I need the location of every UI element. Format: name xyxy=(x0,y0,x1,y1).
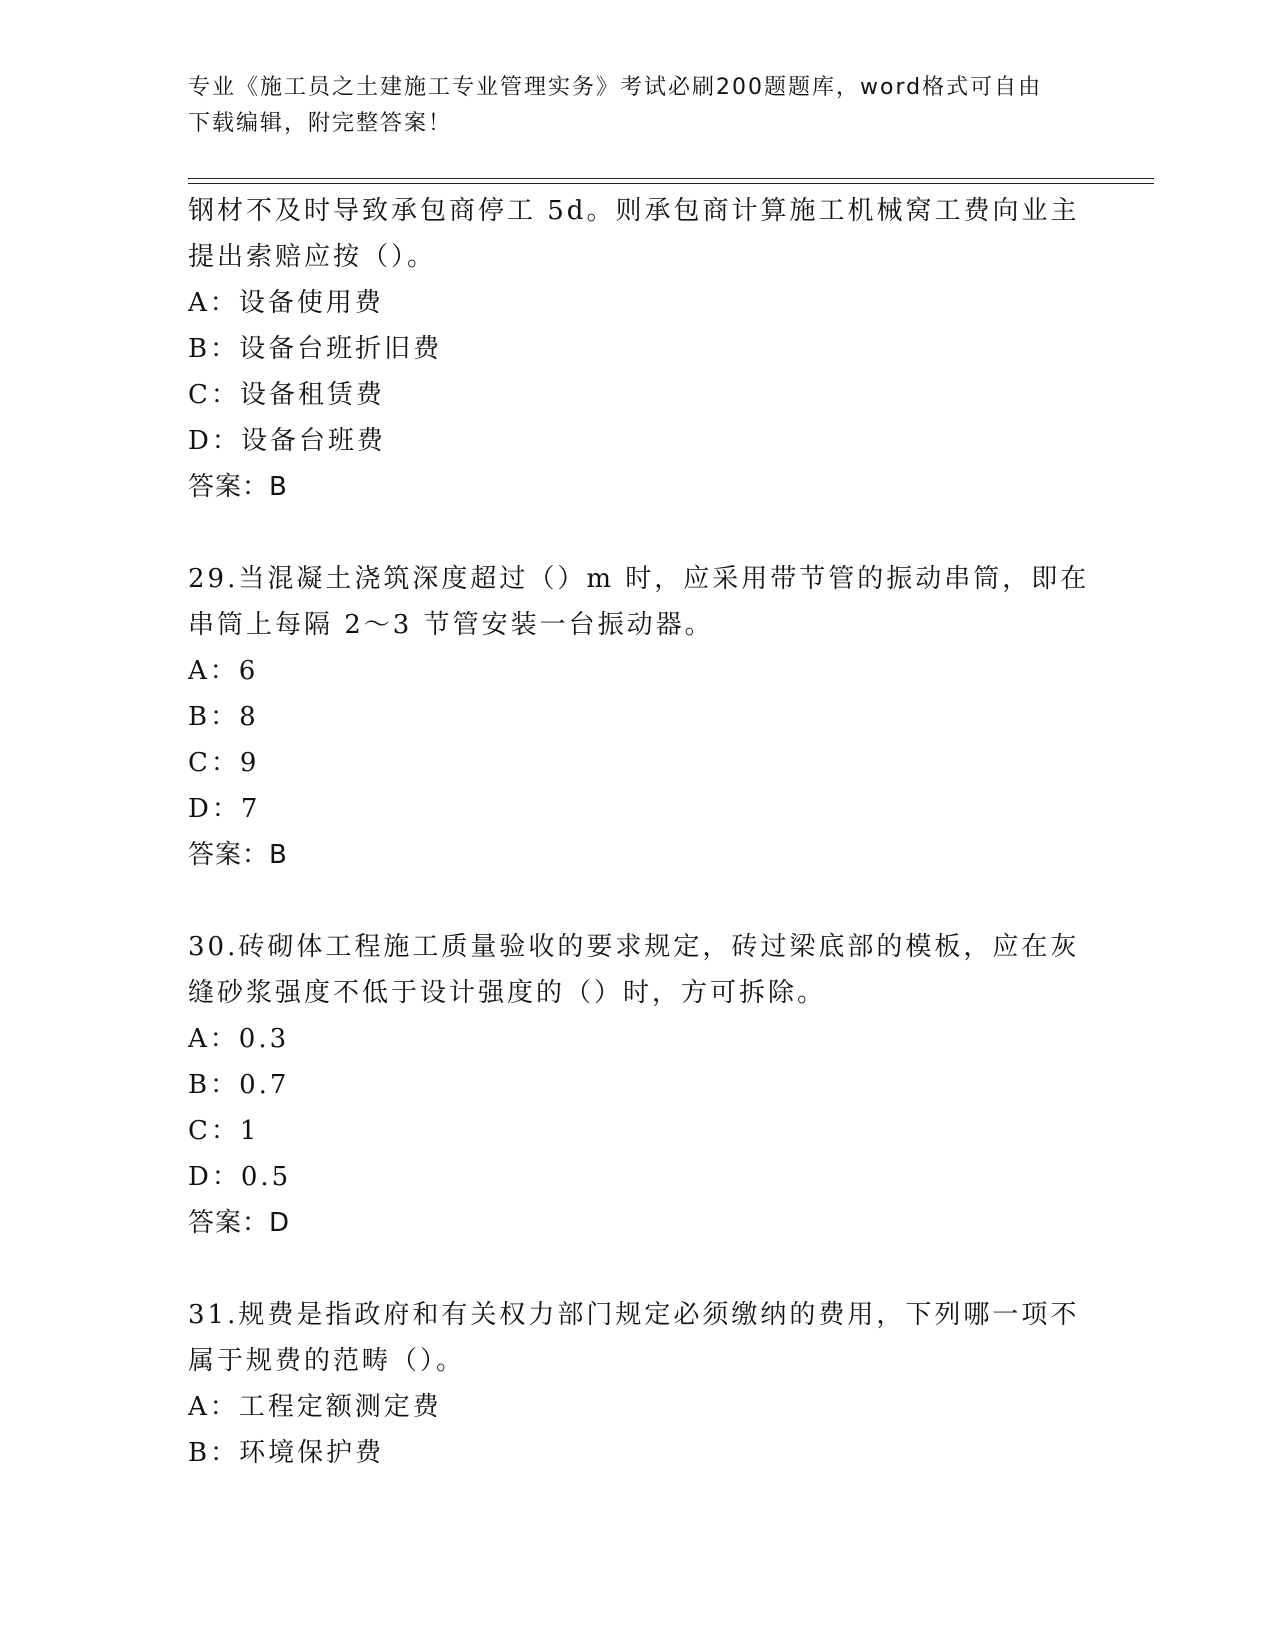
question-31 xyxy=(188,1292,1088,1476)
spacer xyxy=(188,1246,1088,1292)
spacer xyxy=(188,510,1088,556)
question-stem-line: 钢材不及时导致承包商停工 5d。则承包商计算施工机械窝工费向业主 xyxy=(188,196,1080,226)
option-d: D：0.5 xyxy=(188,1162,292,1192)
option-d: D：设备台班费 xyxy=(188,426,386,456)
header-title-line-2: 下载编辑，附完整答案！ xyxy=(188,111,453,136)
answer-label: 答案：B xyxy=(188,840,288,870)
answer-label: 答案：B xyxy=(188,472,288,502)
header-title-line-1: 专业《施工员之土建施工专业管理实务》考试必刷200题题库，word格式可自由 xyxy=(188,75,1043,100)
option-c: C：9 xyxy=(188,748,260,778)
header-divider-bottom xyxy=(188,183,1154,184)
option-c: C：1 xyxy=(188,1116,260,1146)
question-29 xyxy=(188,556,1088,878)
header-divider-top xyxy=(188,178,1154,179)
option-b: B：8 xyxy=(188,702,259,732)
option-a: A：0.3 xyxy=(188,1024,290,1054)
question-list xyxy=(188,188,1088,1476)
answer-label: 答案：D xyxy=(188,1208,291,1238)
option-a: A：工程定额测定费 xyxy=(188,1392,442,1422)
option-a: A：6 xyxy=(188,656,259,686)
option-b: B：环境保护费 xyxy=(188,1438,385,1468)
question-stem-line: 30.砖砌体工程施工质量验收的要求规定，砖过梁底部的模板，应在灰 xyxy=(188,932,1080,962)
question-stem-line: 串筒上每隔 2～3 节管安装一台振动器。 xyxy=(188,610,714,640)
question-stem-line: 提出索赔应按（）。 xyxy=(188,242,437,272)
question-30 xyxy=(188,924,1088,1246)
option-d: D：7 xyxy=(188,794,261,824)
question-stem-line: 31.规费是指政府和有关权力部门规定必须缴纳的费用，下列哪一项不 xyxy=(188,1300,1080,1330)
spacer xyxy=(188,878,1088,924)
option-c: C：设备租赁费 xyxy=(188,380,385,410)
document-header xyxy=(188,70,1068,142)
question-stem-line: 29.当混凝土浇筑深度超过（）m 时，应采用带节管的振动串筒，即在 xyxy=(188,564,1090,594)
option-b: B：设备台班折旧费 xyxy=(188,334,443,364)
question-28 xyxy=(188,188,1088,510)
option-a: A：设备使用费 xyxy=(188,288,384,318)
option-b: B：0.7 xyxy=(188,1070,290,1100)
question-stem-line: 属于规费的范畴（）。 xyxy=(188,1346,466,1376)
question-stem-line: 缝砂浆强度不低于设计强度的（）时，方可拆除。 xyxy=(188,978,827,1008)
